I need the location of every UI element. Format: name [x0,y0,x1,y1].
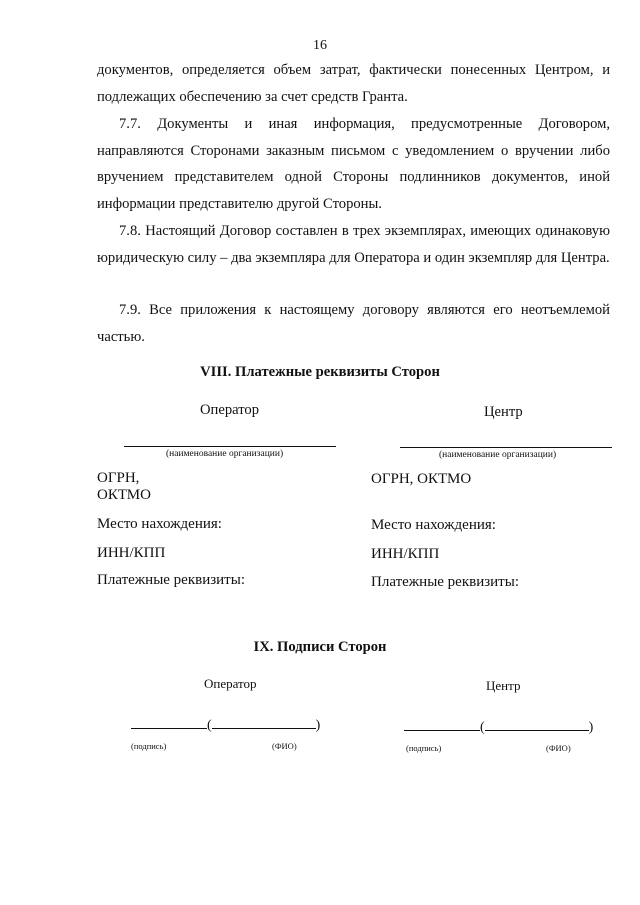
operator-org-caption: (наименование организации) [166,449,284,459]
operator-column-title: Оператор [200,402,260,418]
center-payment: Платежные реквизиты: [371,574,519,590]
paragraph-7-9 [97,297,610,350]
open-paren: ( [480,720,485,735]
center-name-blank [485,718,589,731]
center-ogrn: ОГРН, ОКТМО [371,471,472,487]
paragraph-text: 7.9. Все приложения к настоящему договору являются его неотъемлемой частью. [97,302,610,345]
operator-ogrn-label: ОГРН, [97,470,140,486]
operator-oktmo-label: ОКТМО [97,487,151,503]
center-inn: ИНН/КПП [371,546,440,562]
center-location: Место нахождения: [371,517,496,533]
operator-payment: Платежные реквизиты: [97,572,245,588]
center-signature-line [404,718,593,736]
operator-org-line [124,446,336,447]
center-name-caption: (ФИО) [546,743,571,753]
operator-inn: ИНН/КПП [97,545,166,561]
section-9-heading: IX. Подписи Сторон [253,639,387,655]
operator-signature-title: Оператор [204,676,257,691]
center-org-caption: (наименование организации) [439,450,557,460]
operator-location: Место нахождения: [97,516,222,532]
operator-name-blank [212,716,316,729]
paragraph-text: 7.7. Документы и иная информация, предусмотренные Договором, направляются Сторонами заказным письмом с уведомлением о вручении либо вручением представителем одной Стороны подлинников документов, иной информации представителю другой Стороны. [97,116,610,212]
page-number: 16 [313,38,327,53]
operator-signature-caption: (подпись) [131,741,167,751]
section-8-heading: VIII. Платежные реквизиты Сторон [200,364,440,380]
paragraph-continuation [97,57,610,110]
center-signature-caption: (подпись) [406,743,442,753]
close-paren: ) [315,718,321,733]
paragraph-7-7 [97,111,610,217]
operator-signature-blank [131,716,207,729]
open-paren: ( [207,718,212,733]
center-signature-title: Центр [486,678,521,693]
operator-signature-line [131,716,320,734]
center-org-line [400,447,612,448]
paragraph-text: документов, определяется объем затрат, фактически понесенных Центром, и подлежащих обеспечению за счет средств Гранта. [97,62,610,105]
paragraph-text: 7.8. Настоящий Договор составлен в трех экземплярах, имеющих одинаковую юридическую силу – два экземпляра для Оператора и один экземпляр для Центра. [97,223,610,266]
operator-ogrn [97,470,151,504]
center-signature-blank [404,718,480,731]
close-paren: ) [588,720,594,735]
center-column-title: Центр [484,404,523,420]
operator-name-caption: (ФИО) [272,741,297,751]
paragraph-7-8 [97,218,610,271]
